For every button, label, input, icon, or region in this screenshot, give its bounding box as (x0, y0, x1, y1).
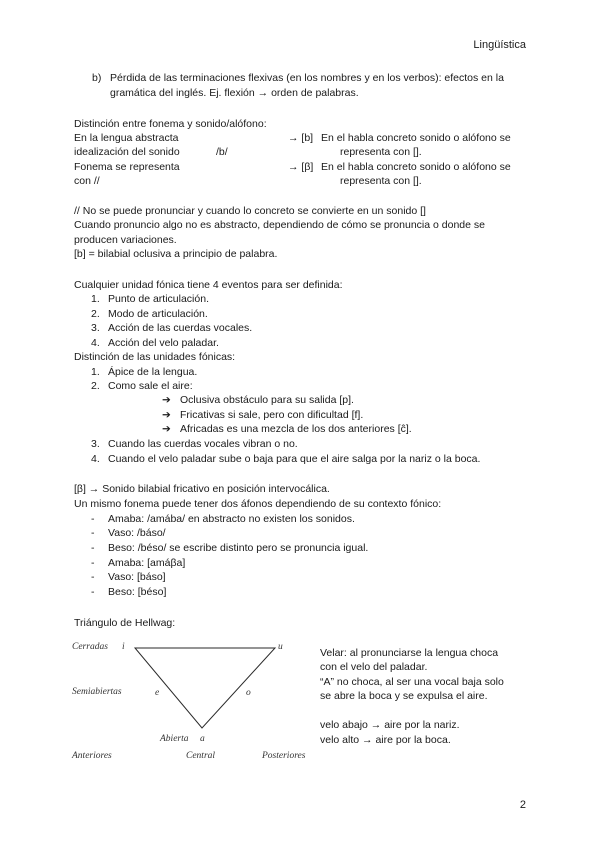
triangulo-right-line3: “A” no choca, al ser una vocal baja solo (320, 676, 504, 688)
distincion-unidades-title: Distinción de las unidades fónicas: (74, 351, 236, 363)
eventos-item-2: Modo de articulación. (108, 308, 208, 320)
row1-left1: En la lengua abstracta (74, 132, 179, 144)
arrow-bullet-icon: ➔ (162, 409, 171, 421)
para1-line2: Cuando pronuncio algo no es abstracto, dependiendo de cómo se pronuncia o donde se (74, 219, 485, 231)
beta-item-4: Amaba: [amáβa] (108, 557, 186, 569)
para1-line4: [b] = bilabial oclusiva a principio de palabra. (74, 248, 278, 260)
dash-bullet: - (91, 513, 95, 525)
triangulo-right-line6: velo alto → aire por la boca. (320, 734, 451, 746)
label-posteriores: Posteriores (262, 751, 306, 761)
row2-arrow: → [β] (288, 161, 314, 173)
d-num-1: 1. (91, 366, 100, 378)
d-num-2: 2. (91, 380, 100, 392)
eventos-num-4: 4. (91, 337, 100, 349)
para1-line3: producen variaciones. (74, 234, 177, 246)
beta-line1: [β] → Sonido bilabial fricativo en posición intervocálica. (74, 483, 330, 495)
eventos-item-4: Acción del velo paladar. (108, 337, 219, 349)
beta-item-6: Beso: [béso] (108, 586, 167, 598)
beta-item-2: Vaso: /báso/ (108, 527, 166, 539)
eventos-num-3: 3. (91, 322, 100, 334)
triangulo-title: Triángulo de Hellwag: (74, 617, 176, 629)
row2-right1: En el habla concreto sonido o alófono se (321, 161, 511, 173)
hellwag-triangle-diagram (70, 636, 310, 766)
page-header: Lingüística (473, 39, 526, 51)
item-b-line2: gramática del inglés. Ej. flexión → orden de palabras. (110, 87, 359, 99)
label-semiabiertas: Semiabiertas (72, 687, 122, 697)
arrow-bullet-icon: ➔ (162, 394, 171, 406)
item-b-marker: b) (92, 72, 102, 84)
eventos-item-3: Acción de las cuerdas vocales. (108, 322, 253, 334)
label-u: u (278, 642, 283, 652)
distincion-title: Distinción entre fonema y sonido/alófono: (74, 118, 267, 130)
beta-item-1: Amaba: /amába/ en abstracto no existen los sonidos. (108, 513, 355, 525)
page-number: 2 (519, 799, 526, 811)
triangulo-right-line4: se abre la boca y se expulsa el aire. (320, 690, 488, 702)
row1-arrow: → [b] (288, 132, 314, 144)
arrow-bullet-icon: ➔ (162, 423, 171, 435)
row2-right2: representa con []. (340, 175, 422, 187)
triangulo-right-line5: velo abajo → aire por la nariz. (320, 719, 460, 731)
d-item-3: Cuando las cuerdas vocales vibran o no. (108, 438, 298, 450)
row1-left2: idealización del sonido (74, 146, 180, 158)
d-item-1: Ápice de la lengua. (108, 366, 198, 378)
row1-mid: /b/ (216, 146, 228, 158)
eventos-num-2: 2. (91, 308, 100, 320)
label-i: i (122, 642, 125, 652)
label-abierta: Abierta (160, 734, 189, 744)
label-o: o (246, 688, 251, 698)
label-central: Central (186, 751, 216, 761)
dash-bullet: - (91, 571, 95, 583)
label-cerradas: Cerradas (72, 642, 108, 652)
eventos-intro: Cualquier unidad fónica tiene 4 eventos para ser definida: (74, 279, 343, 291)
triangulo-right-line2: con el velo del paladar. (320, 661, 428, 673)
sub-item-3: Africadas es una mezcla de los dos anteriores [ĉ]. (180, 423, 412, 435)
label-anteriores: Anteriores (72, 751, 112, 761)
eventos-item-1: Punto de articulación. (108, 293, 209, 305)
triangulo-right-line1: Velar: al pronunciarse la lengua choca (320, 647, 499, 659)
row2-left1: Fonema se representa (74, 161, 180, 173)
row1-right1: En el habla concreto sonido o alófono se (321, 132, 511, 144)
row2-left2: con // (74, 175, 100, 187)
dash-bullet: - (91, 557, 95, 569)
d-num-3: 3. (91, 438, 100, 450)
item-b-line1: Pérdida de las terminaciones flexivas (en los nombres y en los verbos): efectos en la (110, 72, 504, 84)
dash-bullet: - (91, 586, 95, 598)
d-item-2: Como sale el aire: (108, 380, 193, 392)
d-num-4: 4. (91, 453, 100, 465)
beta-item-5: Vaso: [báso] (108, 571, 166, 583)
sub-item-1: Oclusiva obstáculo para su salida [p]. (180, 394, 354, 406)
row1-right2: representa con []. (340, 146, 422, 158)
label-a: a (200, 734, 205, 744)
beta-line2: Un mismo fonema puede tener dos áfonos dependiendo de su contexto fónico: (74, 498, 442, 510)
dash-bullet: - (91, 527, 95, 539)
para1-line1: // No se puede pronunciar y cuando lo concreto se convierte en un sonido [] (74, 205, 426, 217)
eventos-num-1: 1. (91, 293, 100, 305)
sub-item-2: Fricativas si sale, pero con dificultad [f]. (180, 409, 364, 421)
beta-item-3: Beso: /béso/ se escribe distinto pero se pronuncia igual. (108, 542, 369, 554)
label-e: e (155, 688, 160, 698)
d-item-4: Cuando el velo paladar sube o baja para que el aire salga por la nariz o la boca. (108, 453, 481, 465)
dash-bullet: - (91, 542, 95, 554)
